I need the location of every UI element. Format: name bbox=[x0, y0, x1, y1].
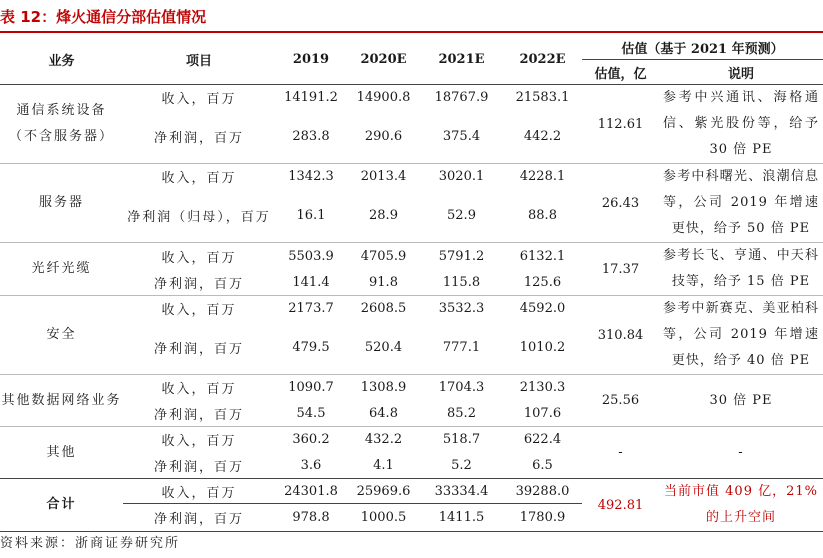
value-cell-v2022: 442.2 bbox=[523, 128, 562, 144]
value-cell-v2021: 33334.4 bbox=[420, 479, 503, 504]
value-cell-v2020: 1308.9 bbox=[347, 375, 420, 401]
metric-label: 收入，百万 bbox=[123, 85, 275, 110]
table-title: 表 12：烽火通信分部估值情况 bbox=[0, 8, 207, 26]
metric-label: 收入，百万 bbox=[123, 479, 275, 504]
valuation-cell: - bbox=[582, 427, 659, 479]
value-cell-v2022: 2130.3 bbox=[503, 375, 582, 401]
segment-cell: 其他数据网络业务 bbox=[0, 375, 123, 427]
table-row bbox=[0, 375, 823, 401]
metric-label: 净利润，百万 bbox=[123, 504, 275, 532]
value-cell-v2020: 2608.5 bbox=[347, 296, 420, 322]
segment-cell: 服务器 bbox=[0, 164, 123, 243]
value-cell-v2019: 2173.7 bbox=[275, 296, 347, 322]
value-cell-v2022: 21583.1 bbox=[503, 85, 582, 110]
value-cell-v2020: 4.1 bbox=[373, 457, 394, 473]
header-segment: 业务 bbox=[0, 35, 123, 85]
metric-label: 收入，百万 bbox=[123, 164, 275, 190]
table-body bbox=[0, 85, 823, 532]
value-cell-v2021: 777.1 bbox=[442, 340, 481, 356]
value-cell-v2020: 25969.6 bbox=[347, 479, 420, 504]
metric-label: 收入，百万 bbox=[123, 243, 275, 270]
value-cell-v2019: 1342.3 bbox=[275, 164, 347, 190]
value-cell-v2019: 141.4 bbox=[292, 274, 330, 290]
header-2021e: 2021E bbox=[420, 35, 503, 85]
note-cell: 参考中兴通讯、海格通信、紫光股份等，给予30 倍 PE bbox=[659, 85, 823, 164]
value-cell-v2019: 24301.8 bbox=[275, 479, 347, 504]
segment-cell: 通信系统设备 （不含服务器） bbox=[0, 85, 123, 164]
value-cell-v2022: 107.6 bbox=[523, 405, 562, 421]
value-cell-v2019: 14191.2 bbox=[275, 85, 347, 110]
metric-label: 净利润，百万 bbox=[153, 276, 244, 292]
value-cell-v2021: 5791.2 bbox=[420, 243, 503, 270]
value-cell-v2020: 1000.5 bbox=[347, 504, 420, 532]
note-cell: 参考长飞、亨通、中天科技等，给予 15 倍 PE bbox=[659, 243, 823, 296]
value-cell-v2022: 125.6 bbox=[523, 274, 562, 290]
source-note: 资料来源：浙商证券研究所 bbox=[0, 536, 181, 551]
valuation-cell: 26.43 bbox=[582, 164, 659, 243]
value-cell-v2022: 6132.1 bbox=[503, 243, 582, 270]
metric-label: 收入，百万 bbox=[123, 427, 275, 453]
valuation-cell: 310.84 bbox=[582, 296, 659, 375]
header-valuation: 估值，亿 bbox=[582, 60, 659, 85]
total-row bbox=[0, 479, 823, 504]
value-cell-v2020: 4705.9 bbox=[347, 243, 420, 270]
value-cell-v2021: 1704.3 bbox=[420, 375, 503, 401]
value-cell-v2020: 14900.8 bbox=[347, 85, 420, 110]
valuation-cell: 17.37 bbox=[582, 243, 659, 296]
header-item: 项目 bbox=[123, 35, 275, 85]
value-cell-v2022: 6.5 bbox=[532, 457, 553, 473]
note-cell: 30 倍 PE bbox=[659, 375, 823, 427]
valuation-cell: 25.56 bbox=[582, 375, 659, 427]
valuation-cell: 112.61 bbox=[582, 85, 659, 164]
value-cell-v2022: 4228.1 bbox=[503, 164, 582, 190]
segment-cell: 安全 bbox=[0, 296, 123, 375]
value-cell-v2020: 432.2 bbox=[347, 427, 420, 453]
value-cell-v2021: 52.9 bbox=[447, 208, 476, 224]
segment-cell: 合计 bbox=[0, 479, 123, 532]
value-cell-v2021: 115.8 bbox=[442, 274, 481, 290]
header-valuation-group: 估值（基于 2021 年预测） bbox=[582, 35, 823, 60]
value-cell-v2019: 283.8 bbox=[292, 128, 330, 144]
value-cell-v2019: 360.2 bbox=[275, 427, 347, 453]
segment-cell: 光纤光缆 bbox=[0, 243, 123, 296]
value-cell-v2021: 5.2 bbox=[451, 457, 472, 473]
value-cell-v2019: 16.1 bbox=[296, 208, 326, 224]
valuation-cell: 492.81 bbox=[582, 479, 659, 532]
value-cell-v2019: 5503.9 bbox=[275, 243, 347, 270]
header-note: 说明 bbox=[659, 60, 823, 85]
value-cell-v2021: 3532.3 bbox=[420, 296, 503, 322]
value-cell-v2022: 1780.9 bbox=[503, 504, 582, 532]
value-cell-v2022: 622.4 bbox=[503, 427, 582, 453]
metric-label: 净利润，百万 bbox=[153, 459, 244, 475]
note-cell: 当前市值 409 亿，21%的上升空间 bbox=[659, 479, 823, 532]
table-row bbox=[0, 296, 823, 322]
metric-label: 收入，百万 bbox=[123, 296, 275, 322]
header-2020e: 2020E bbox=[347, 35, 420, 85]
title-rule bbox=[0, 31, 823, 33]
value-cell-v2021: 3020.1 bbox=[420, 164, 503, 190]
value-cell-v2020: 290.6 bbox=[364, 128, 403, 144]
note-cell: 参考中科曙光、浪潮信息等，公司 2019 年增速更快，给予 50 倍 PE bbox=[659, 164, 823, 243]
value-cell-v2022: 39288.0 bbox=[503, 479, 582, 504]
value-cell-v2020: 28.9 bbox=[369, 208, 398, 224]
value-cell-v2021: 85.2 bbox=[447, 405, 476, 421]
value-cell-v2020: 64.8 bbox=[369, 405, 398, 421]
header-2019: 2019 bbox=[275, 35, 347, 85]
metric-label: 净利润，百万 bbox=[153, 407, 244, 423]
metric-label: 净利润（归母），百万 bbox=[127, 210, 271, 226]
value-cell-v2022: 4592.0 bbox=[503, 296, 582, 322]
segment-cell: 其他 bbox=[0, 427, 123, 479]
note-cell: 参考中新赛克、美亚柏科等，公司 2019 年增速更快，给予 40 倍 PE bbox=[659, 296, 823, 375]
value-cell-v2019: 1090.7 bbox=[275, 375, 347, 401]
value-cell-v2020: 91.8 bbox=[369, 274, 398, 290]
value-cell-v2019: 479.5 bbox=[292, 340, 330, 356]
metric-label: 净利润，百万 bbox=[153, 342, 244, 358]
value-cell-v2019: 978.8 bbox=[275, 504, 347, 532]
value-cell-v2021: 1411.5 bbox=[420, 504, 503, 532]
metric-label: 净利润，百万 bbox=[153, 130, 244, 146]
value-cell-v2019: 3.6 bbox=[300, 457, 322, 473]
value-cell-v2021: 375.4 bbox=[442, 128, 481, 144]
table-row bbox=[0, 85, 823, 110]
table-row bbox=[0, 164, 823, 190]
value-cell-v2020: 520.4 bbox=[364, 340, 403, 356]
value-cell-v2021: 18767.9 bbox=[420, 85, 503, 110]
value-cell-v2019: 54.5 bbox=[296, 405, 326, 421]
metric-label: 收入，百万 bbox=[123, 375, 275, 401]
value-cell-v2022: 1010.2 bbox=[519, 340, 566, 356]
table-row bbox=[0, 427, 823, 453]
table-row bbox=[0, 243, 823, 270]
value-cell-v2022: 88.8 bbox=[528, 208, 557, 224]
valuation-table bbox=[0, 35, 823, 532]
value-cell-v2020: 2013.4 bbox=[347, 164, 420, 190]
note-cell: - bbox=[659, 427, 823, 479]
value-cell-v2021: 518.7 bbox=[420, 427, 503, 453]
header-2022e: 2022E bbox=[503, 35, 582, 85]
